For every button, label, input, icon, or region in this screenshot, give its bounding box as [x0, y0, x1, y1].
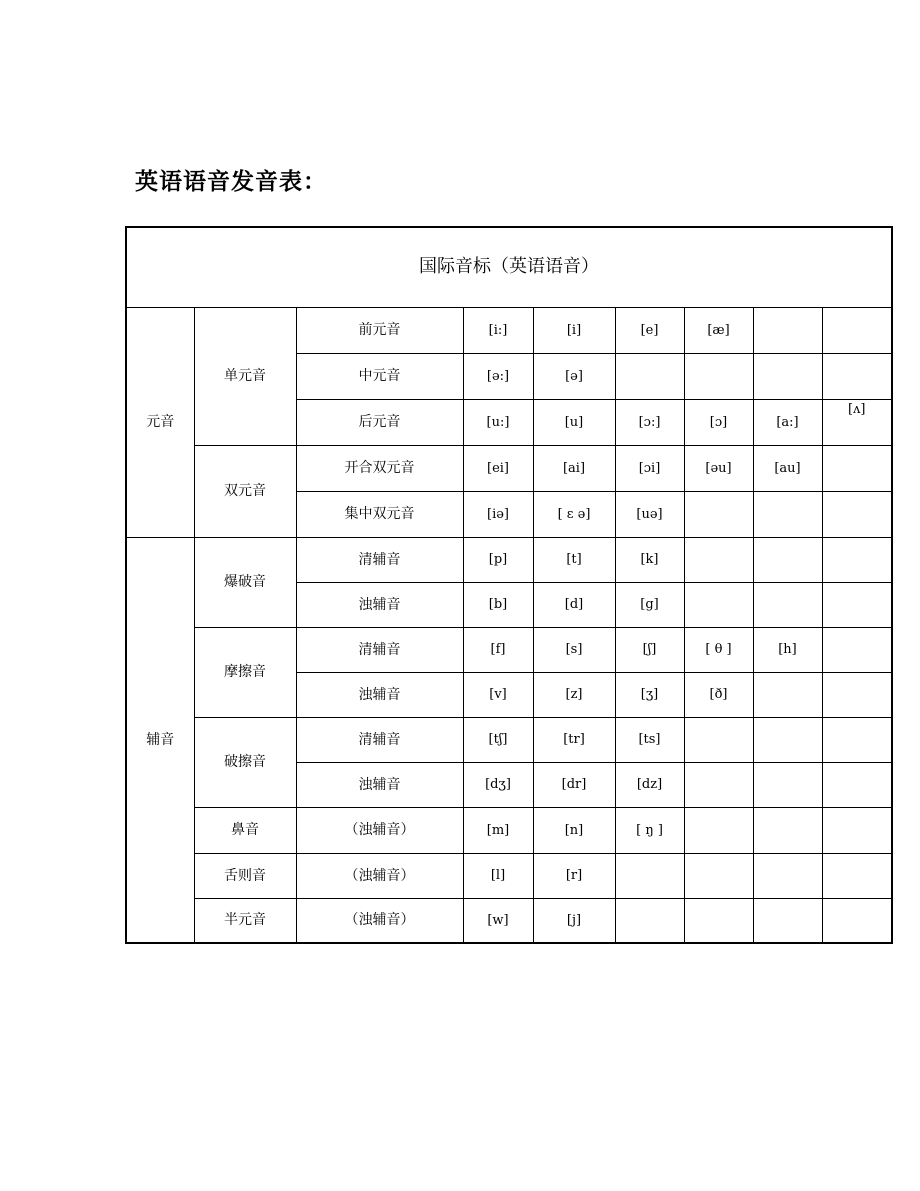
symbol-cell	[684, 717, 753, 762]
symbol-cell	[684, 898, 753, 943]
row-label: 后元音	[296, 399, 463, 445]
symbol-cell	[822, 762, 892, 807]
symbol-cell: [i:]	[463, 307, 533, 353]
symbol-cell: [k]	[615, 537, 684, 582]
symbol-cell: [ ɛ ə]	[533, 491, 615, 537]
symbol-cell	[753, 853, 822, 898]
diphthong-label: 双元音	[194, 445, 296, 537]
symbol-cell	[753, 353, 822, 399]
symbol-cell: [m]	[463, 807, 533, 853]
symbol-cell	[684, 807, 753, 853]
table-row	[126, 898, 892, 943]
symbol-cell: [h]	[753, 627, 822, 672]
symbol-cell	[753, 582, 822, 627]
ipa-table	[125, 226, 893, 944]
symbol-cell	[822, 807, 892, 853]
symbol-cell: [tr]	[533, 717, 615, 762]
lateral-label: 舌则音	[194, 853, 296, 898]
symbol-cell	[822, 582, 892, 627]
symbol-cell	[753, 762, 822, 807]
symbol-cell	[822, 898, 892, 943]
vowel-group-label: 元音	[126, 307, 194, 537]
symbol-cell	[684, 853, 753, 898]
symbol-cell: [j]	[533, 898, 615, 943]
symbol-cell	[822, 627, 892, 672]
table-header: 国际音标（英语语音）	[126, 227, 892, 307]
symbol-cell: [a:]	[753, 399, 822, 445]
symbol-cell: [au]	[753, 445, 822, 491]
affricate-label: 破擦音	[194, 717, 296, 807]
symbol-cell: [dʒ]	[463, 762, 533, 807]
row-label: 清辅音	[296, 717, 463, 762]
symbol-cell: [ʌ]	[822, 399, 892, 445]
row-label: （浊辅音）	[296, 853, 463, 898]
symbol-cell	[753, 898, 822, 943]
symbol-cell: [t]	[533, 537, 615, 582]
symbol-cell: [v]	[463, 672, 533, 717]
symbol-cell	[684, 353, 753, 399]
row-label: 集中双元音	[296, 491, 463, 537]
symbol-cell	[822, 853, 892, 898]
symbol-cell: [æ]	[684, 307, 753, 353]
symbol-cell	[684, 582, 753, 627]
monophthong-label: 单元音	[194, 307, 296, 445]
plosive-label: 爆破音	[194, 537, 296, 627]
symbol-cell	[753, 807, 822, 853]
symbol-cell	[753, 307, 822, 353]
symbol-cell: [ts]	[615, 717, 684, 762]
symbol-cell: [ə]	[533, 353, 615, 399]
symbol-cell: [z]	[533, 672, 615, 717]
symbol-cell	[822, 491, 892, 537]
table-row	[126, 807, 892, 853]
nasal-label: 鼻音	[194, 807, 296, 853]
symbol-cell	[822, 307, 892, 353]
symbol-cell	[822, 445, 892, 491]
symbol-cell: [ɔi]	[615, 445, 684, 491]
symbol-cell: [ ŋ ]	[615, 807, 684, 853]
symbol-cell: [ʃ]	[615, 627, 684, 672]
symbol-cell: [e]	[615, 307, 684, 353]
symbol-cell: [f]	[463, 627, 533, 672]
symbol-cell: [n]	[533, 807, 615, 853]
symbol-cell	[615, 353, 684, 399]
symbol-cell: [d]	[533, 582, 615, 627]
row-label: 浊辅音	[296, 582, 463, 627]
symbol-cell	[822, 353, 892, 399]
symbol-cell: [ʒ]	[615, 672, 684, 717]
consonant-group-label: 辅音	[126, 537, 194, 943]
symbol-cell: [g]	[615, 582, 684, 627]
row-label: 清辅音	[296, 537, 463, 582]
symbol-cell	[753, 491, 822, 537]
symbol-cell: [w]	[463, 898, 533, 943]
symbol-cell	[753, 672, 822, 717]
semivowel-label: 半元音	[194, 898, 296, 943]
symbol-cell	[684, 537, 753, 582]
row-label: 浊辅音	[296, 762, 463, 807]
symbol-cell: [ə:]	[463, 353, 533, 399]
symbol-cell	[684, 491, 753, 537]
row-label: 清辅音	[296, 627, 463, 672]
symbol-cell: [ai]	[533, 445, 615, 491]
table-row	[126, 627, 892, 672]
symbol-cell: [dz]	[615, 762, 684, 807]
symbol-cell: [i]	[533, 307, 615, 353]
symbol-cell: [r]	[533, 853, 615, 898]
table-row	[126, 445, 892, 491]
table-row	[126, 307, 892, 353]
symbol-cell: [p]	[463, 537, 533, 582]
symbol-cell: [ei]	[463, 445, 533, 491]
symbol-cell: [uə]	[615, 491, 684, 537]
table-row	[126, 717, 892, 762]
page-title: 英语语音发音表：	[135, 169, 327, 195]
symbol-cell: [s]	[533, 627, 615, 672]
symbol-cell	[822, 672, 892, 717]
symbol-cell: [l]	[463, 853, 533, 898]
symbol-cell: [ð]	[684, 672, 753, 717]
row-label: 前元音	[296, 307, 463, 353]
symbol-cell: [iə]	[463, 491, 533, 537]
row-label: （浊辅音）	[296, 898, 463, 943]
symbol-cell	[822, 717, 892, 762]
symbol-cell: [b]	[463, 582, 533, 627]
table-row	[126, 853, 892, 898]
row-label: 开合双元音	[296, 445, 463, 491]
table-row	[126, 537, 892, 582]
symbol-cell: [ θ ]	[684, 627, 753, 672]
symbol-cell: [dr]	[533, 762, 615, 807]
symbol-cell: [tʃ]	[463, 717, 533, 762]
symbol-cell	[615, 853, 684, 898]
symbol-cell	[753, 717, 822, 762]
row-label: （浊辅音）	[296, 807, 463, 853]
symbol-cell: [əu]	[684, 445, 753, 491]
symbol-cell	[615, 898, 684, 943]
symbol-cell: [ɔ:]	[615, 399, 684, 445]
fricative-label: 摩擦音	[194, 627, 296, 717]
row-label: 中元音	[296, 353, 463, 399]
symbol-cell	[753, 537, 822, 582]
symbol-cell	[684, 762, 753, 807]
symbol-cell: [u]	[533, 399, 615, 445]
row-label: 浊辅音	[296, 672, 463, 717]
symbol-cell: [u:]	[463, 399, 533, 445]
symbol-cell	[822, 537, 892, 582]
symbol-cell: [ɔ]	[684, 399, 753, 445]
